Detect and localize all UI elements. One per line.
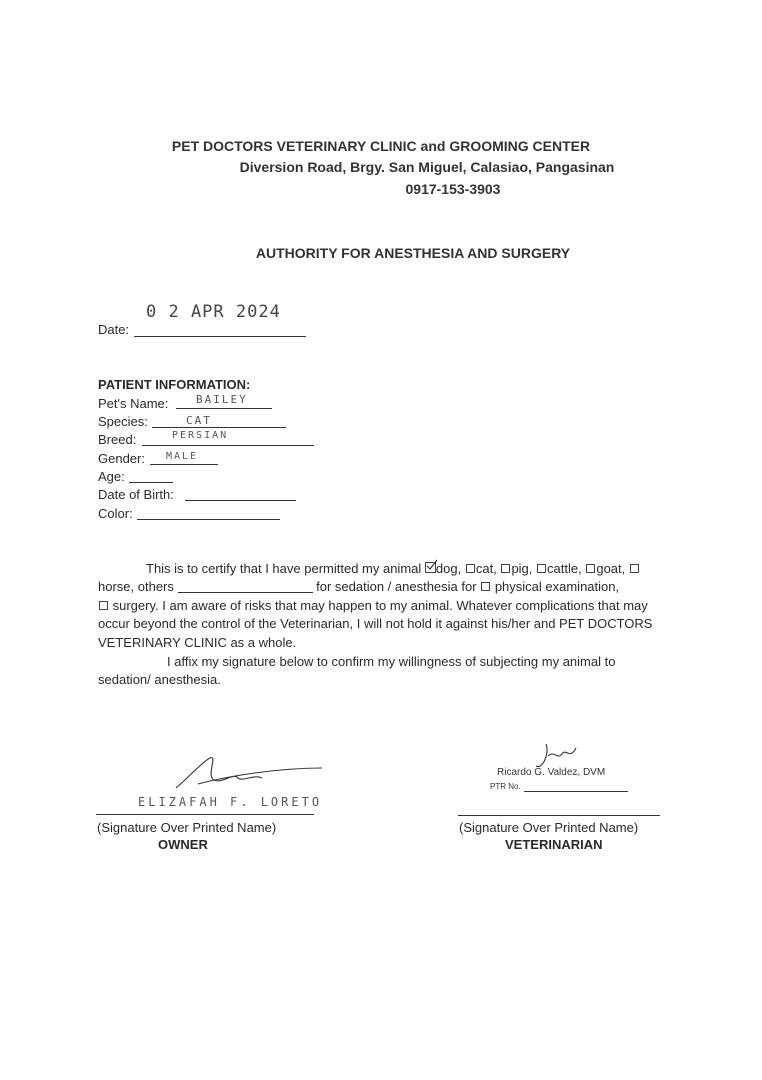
color-label: Color: — [98, 506, 133, 521]
consent-line-4: occur beyond the control of the Veterinarian, I will not hold it against his/her and PET DOCTORS — [98, 616, 653, 631]
consent-line-5: VETERINARY CLINIC as a whole. — [98, 635, 297, 650]
consent-risks: I am aware of risks that may happen to my animal. Whatever complications that may — [162, 598, 648, 613]
checkbox-surgery — [99, 601, 108, 610]
checkbox-horse — [630, 564, 639, 573]
pet-name-label: Pet's Name: — [98, 396, 169, 411]
consent-line-2 — [98, 578, 619, 597]
checkbox-cattle — [537, 564, 546, 573]
owner-signature-line — [96, 814, 314, 815]
checkmark-icon — [426, 559, 438, 571]
vet-caption: (Signature Over Printed Name) — [459, 820, 639, 835]
species-value: CAT — [186, 414, 212, 427]
consent-intro: This is to certify that I have permitted my animal — [146, 561, 422, 576]
clinic-phone: 0917-153-3903 — [405, 181, 501, 197]
checkbox-cat — [466, 564, 475, 573]
owner-signature — [168, 748, 328, 796]
patient-info-heading: PATIENT INFORMATION: — [98, 377, 251, 392]
option-exam: physical examination, — [494, 579, 620, 594]
vet-stamp-name: Ricardo G. Valdez, DVM — [497, 767, 606, 778]
option-cattle: cattle, — [547, 561, 582, 576]
option-goat: goat, — [596, 561, 626, 576]
breed-value: PERSIAN — [172, 430, 229, 441]
option-pig: pig, — [511, 561, 533, 576]
owner-caption: (Signature Over Printed Name) — [97, 820, 277, 835]
pet-name-line — [176, 408, 272, 409]
breed-line — [142, 445, 314, 446]
color-line — [137, 519, 280, 520]
date-stamp: 0 2 APR 2024 — [146, 302, 281, 322]
ptr-label: PTR No. — [490, 782, 521, 791]
consent-purpose: for sedation / anesthesia for — [316, 579, 477, 594]
pet-name-value: BAILEY — [196, 393, 248, 406]
option-horse-others: horse, others — [98, 579, 174, 594]
owner-role: OWNER — [158, 837, 208, 852]
form-title: AUTHORITY FOR ANESTHESIA AND SURGERY — [255, 245, 571, 261]
consent-line-3 — [98, 597, 648, 616]
date-line — [134, 336, 306, 337]
owner-printed-name: ELIZAFAH F. LORETO — [138, 795, 323, 809]
checkbox-exam — [481, 582, 490, 591]
vet-role: VETERINARIAN — [505, 837, 603, 852]
clinic-name: PET DOCTORS VETERINARY CLINIC and GROOMING CENTER — [171, 138, 591, 154]
checkbox-goat — [586, 564, 595, 573]
dob-line — [185, 500, 296, 501]
breed-label: Breed: — [98, 432, 137, 447]
age-label: Age: — [98, 469, 125, 484]
dob-label: Date of Birth: — [98, 487, 174, 502]
checkbox-dog — [425, 562, 436, 573]
affix-line-2: sedation/ anesthesia. — [98, 672, 221, 687]
age-line — [129, 482, 173, 483]
gender-line — [150, 464, 218, 465]
vet-signature-line — [458, 815, 660, 816]
checkbox-pig — [501, 564, 510, 573]
others-line — [178, 592, 313, 593]
ptr-line — [524, 791, 628, 792]
date-label: Date: — [98, 322, 130, 337]
gender-label: Gender: — [98, 451, 145, 466]
option-surgery: surgery. — [112, 598, 159, 613]
consent-line-1 — [146, 560, 640, 579]
affix-line-1: I affix my signature below to confirm my willingness of subjecting my animal to — [167, 654, 616, 669]
gender-value: MALE — [166, 451, 199, 462]
species-line — [152, 427, 286, 428]
species-label: Species: — [98, 414, 148, 429]
clinic-address: Diversion Road, Brgy. San Miguel, Calasiao, Pangasinan — [239, 159, 615, 175]
option-cat: cat, — [475, 561, 497, 576]
option-dog: dog, — [435, 561, 462, 576]
